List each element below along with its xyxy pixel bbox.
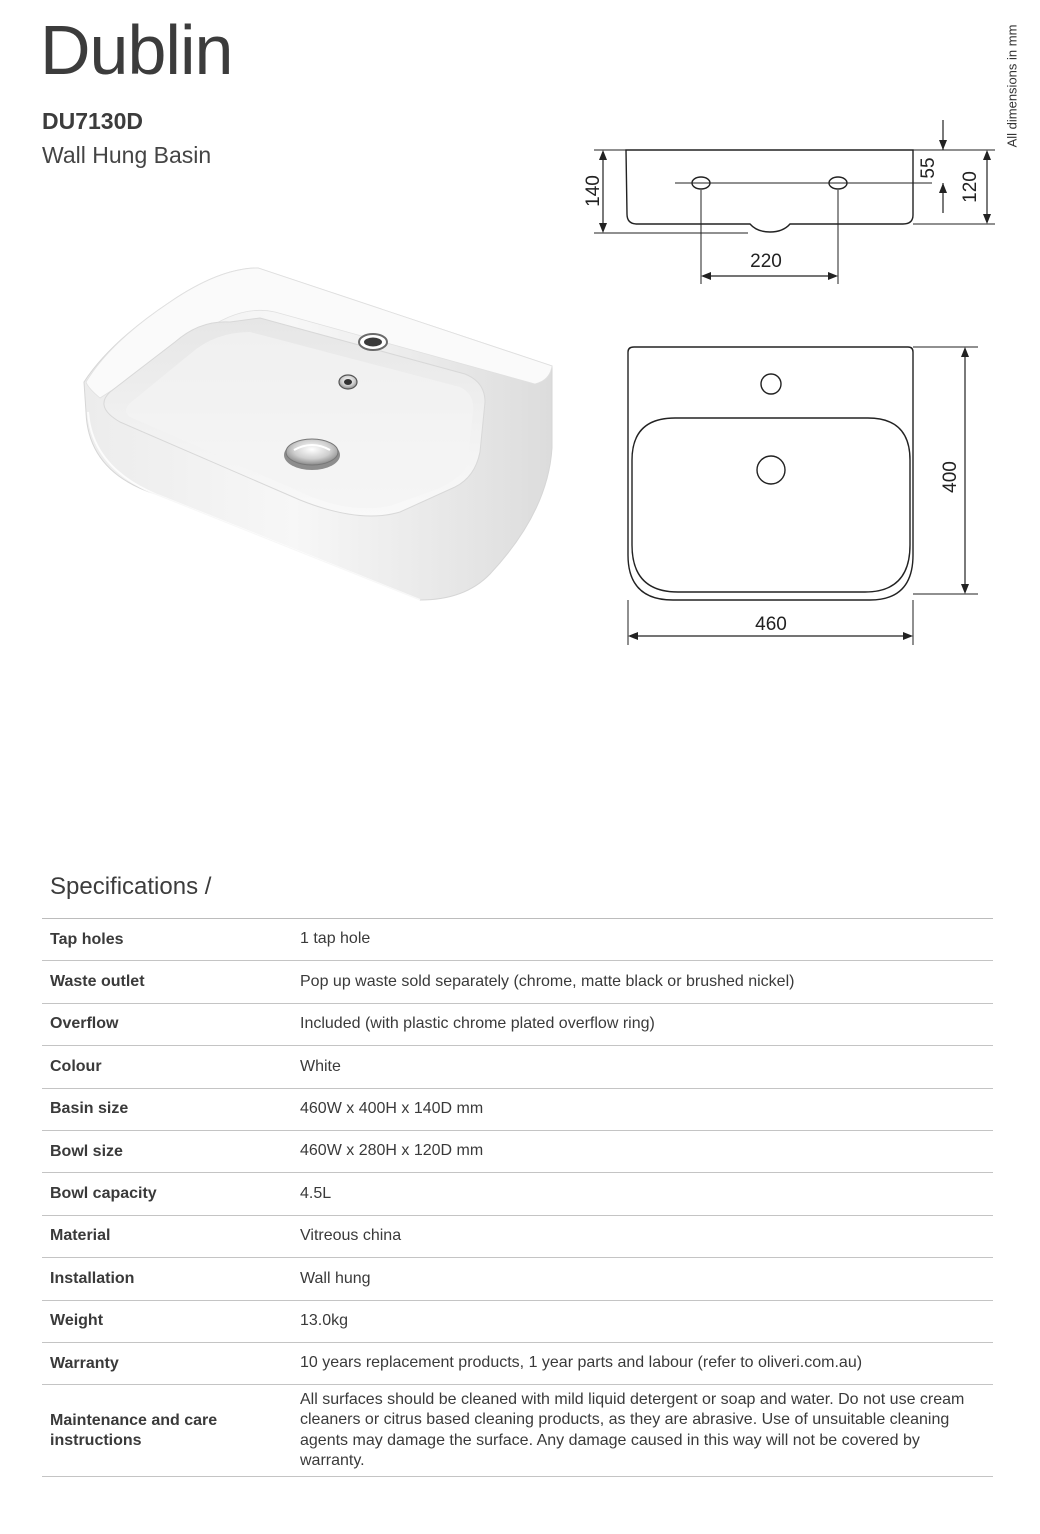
product-title: Dublin [40, 11, 233, 89]
dimension-note: All dimensions in mm [1004, 24, 1020, 148]
spec-value: 10 years replacement products, 1 year parts and labour (refer to oliveri.com.au) [300, 1354, 863, 1372]
spec-value: 13.0kg [300, 1311, 349, 1329]
spec-label: Warranty [50, 1354, 119, 1372]
spec-row-weight [42, 1301, 993, 1343]
spec-value: 1 tap hole [300, 930, 371, 948]
dim-460-label: 460 [755, 614, 787, 635]
spec-label: Material [50, 1227, 111, 1245]
spec-label: Overflow [50, 1015, 119, 1033]
spec-label: Basin size [50, 1100, 129, 1118]
spec-row-warranty [42, 1343, 993, 1385]
specifications-heading: Specifications / [50, 873, 212, 900]
top-view-waste [757, 456, 785, 484]
spec-label: Maintenance and care instructions [50, 1411, 218, 1449]
spec-value: All surfaces should be cleaned with mild liquid detergent or soap and water. Do not use cream cleaners or citrus based cleaning products, as they are abrasive. Use of unsuitable cleaning agents may damage the surface. Any damage caused in this way will not be covered by warranty. [300, 1390, 965, 1470]
dim-140-label: 140 [583, 175, 605, 207]
spec-value: 460W x 400H x 140D mm [300, 1100, 484, 1117]
spec-row-tap-holes [42, 919, 993, 961]
dim-220-label: 220 [750, 251, 782, 272]
spec-label: Colour [50, 1057, 102, 1075]
top-view-bowl [632, 418, 910, 592]
spec-label: Weight [50, 1312, 104, 1330]
spec-value: Pop up waste sold separately (chrome, matte black or brushed nickel) [300, 972, 795, 990]
spec-value: 4.5L [300, 1184, 332, 1202]
spec-value: Vitreous china [300, 1227, 402, 1245]
spec-row-overflow [42, 1004, 993, 1046]
spec-row-basin-size [42, 1089, 993, 1131]
spec-value: 460W x 280H x 120D mm [300, 1142, 484, 1160]
spec-value: Included (with plastic chrome plated overflow ring) [300, 1015, 655, 1033]
dim-120-label: 120 [960, 171, 982, 203]
spec-label: Tap holes [50, 930, 124, 948]
specifications-table [42, 918, 993, 1477]
spec-row-colour [42, 1046, 993, 1088]
product-code: DU7130D [42, 108, 143, 134]
spec-value: White [300, 1057, 341, 1075]
spec-row-waste-outlet [42, 961, 993, 1003]
top-view-outline [628, 347, 913, 600]
spec-value: Wall hung [300, 1269, 371, 1287]
spec-row-bowl-size [42, 1131, 993, 1173]
dim-55-label: 55 [918, 157, 940, 179]
technical-drawing [0, 0, 1040, 700]
top-view-tap-hole [761, 374, 781, 394]
spec-row-material [42, 1216, 993, 1258]
side-view-outline [626, 150, 913, 232]
spec-row-bowl-capacity [42, 1173, 993, 1215]
product-subtitle: Wall Hung Basin [42, 142, 212, 168]
spec-row-maintenance [42, 1385, 993, 1477]
spec-row-installation [42, 1258, 993, 1300]
spec-label: Bowl size [50, 1142, 123, 1160]
spec-label: Installation [50, 1269, 135, 1287]
spec-label: Bowl capacity [50, 1185, 157, 1203]
spec-label: Waste outlet [50, 973, 145, 991]
dim-400-label: 400 [940, 461, 962, 493]
